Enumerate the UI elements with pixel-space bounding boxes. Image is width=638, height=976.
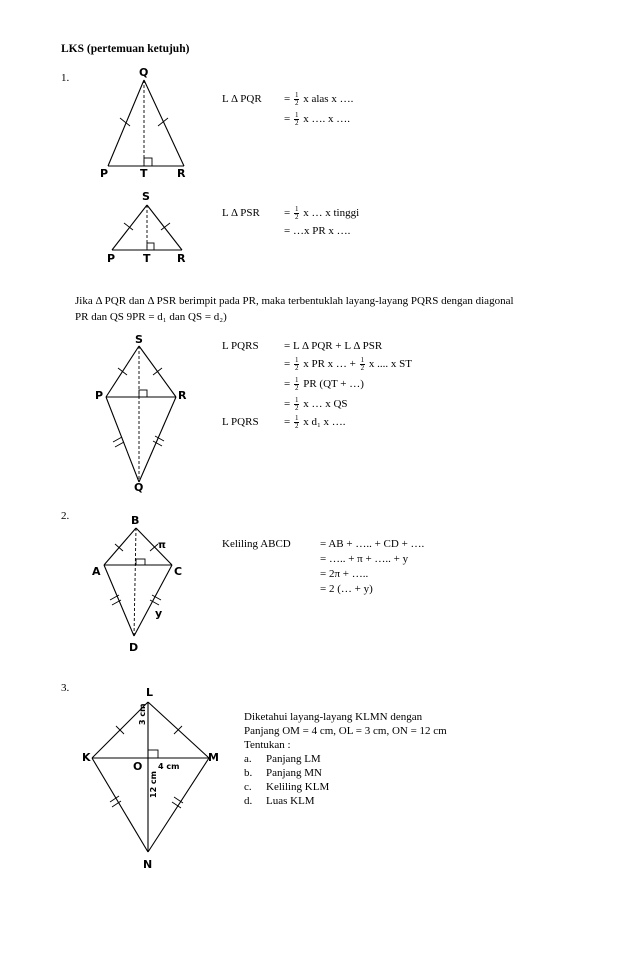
- vertex-r-label: R: [177, 252, 186, 265]
- kite-pqrs-figure: [92, 340, 192, 490]
- psr-area-formula: L Δ PSR = $\frac{1}{2}$ x … x tinggi = …x PR x ….: [222, 204, 360, 237]
- vertex-l-label: L: [146, 686, 154, 699]
- list-item: d. Luas KLM: [244, 795, 315, 807]
- vertex-c-label: C: [174, 565, 183, 578]
- problem-number-2: 2.: [61, 510, 70, 522]
- page-title: LKS (pertemuan ketujuh): [61, 43, 190, 55]
- pqr-area-formula: L Δ PQR = $\frac{1}{2}$ x alas x …. = $\frac{1}{2}$ x …. x ….: [222, 90, 354, 127]
- length-ol-label: 3 cm: [138, 703, 147, 725]
- pqr-area-label: L Δ PQR: [222, 93, 262, 105]
- center-o-label: O: [133, 760, 143, 773]
- vertex-r-label: R: [177, 167, 186, 180]
- triangle-pqr-figure: [96, 66, 196, 181]
- vertex-p-label: P: [107, 252, 116, 265]
- side-y-label: y: [155, 607, 163, 620]
- vertex-a-label: A: [92, 565, 101, 578]
- kite-abcd-figure: [96, 520, 196, 645]
- length-om-label: 4 cm: [158, 762, 180, 771]
- vertex-s-label: S: [135, 333, 143, 346]
- fraction-half: $\frac{1}{2}$: [294, 395, 299, 412]
- fraction-half: $\frac{1}{2}$: [294, 204, 299, 221]
- vertex-k-label: K: [82, 751, 91, 764]
- list-item: a. Panjang LM: [244, 753, 321, 765]
- vertex-q-label: Q: [134, 481, 144, 494]
- triangle-psr-figure: [96, 195, 196, 255]
- fraction-half: $\frac{1}{2}$: [360, 355, 365, 372]
- pqrs-area-label: L PQRS: [222, 416, 259, 428]
- vertex-m-label: M: [208, 751, 219, 764]
- vertex-b-label: B: [131, 514, 140, 527]
- vertex-p-label: P: [95, 389, 104, 402]
- question-list: [244, 752, 447, 808]
- vertex-n-label: N: [143, 858, 153, 871]
- fraction-half: $\frac{1}{2}$: [294, 110, 299, 127]
- abcd-perimeter-formula: Keliling ABCD = AB + ….. + CD + …. = ….. + π + ….. + y = 2π + ….. = 2 (… + y): [222, 538, 425, 595]
- list-item: c. Keliling KLM: [244, 781, 330, 793]
- kite-paragraph: Jika Δ PQR dan Δ PSR berimpit pada PR, maka terbentuklah layang-layang PQRS dengan diagonal PR dan QS 9PR = d₁ dan QS = d₂): [75, 295, 514, 323]
- point-t-label: T: [140, 167, 148, 180]
- vertex-s-label: S: [142, 190, 150, 203]
- vertex-p-label: P: [100, 167, 109, 180]
- abcd-perimeter-label: Keliling ABCD: [222, 538, 291, 550]
- vertex-q-label: Q: [139, 66, 149, 79]
- pqrs-area-formula: L PQRS = L Δ PQR + L Δ PSR = $\frac{1}{2}$ x PR x … + $\frac{1}{2}$ x .... x ST = $\frac{1}{2}$ PR (QT + …) = $\frac{1}{2}$ x … x QS L PQRS = $\frac{1}{2}$ x d₁ x ….: [222, 340, 412, 430]
- point-t-label: T: [143, 252, 151, 265]
- problem-number-3: 3.: [61, 682, 70, 694]
- klmn-problem-text: Diketahui layang-layang KLMN dengan Panjang OM = 4 cm, OL = 3 cm, ON = 12 cm Tentukan : a. Panjang LM b. Panjang MN c. Keliling KLM d. Luas KLM: [244, 711, 447, 807]
- pqrs-area-label: L PQRS: [222, 340, 259, 352]
- fraction-half: $\frac{1}{2}$: [294, 413, 299, 430]
- pi-label: π: [158, 540, 166, 551]
- problem-number-1: 1.: [61, 72, 70, 84]
- length-on-label: 12 cm: [149, 771, 158, 798]
- psr-area-label: L Δ PSR: [222, 207, 260, 219]
- fraction-half: $\frac{1}{2}$: [294, 375, 299, 392]
- fraction-half: $\frac{1}{2}$: [294, 90, 299, 107]
- vertex-r-label: R: [178, 389, 187, 402]
- fraction-half: $\frac{1}{2}$: [294, 355, 299, 372]
- vertex-d-label: D: [129, 641, 139, 654]
- list-item: b. Panjang MN: [244, 767, 322, 779]
